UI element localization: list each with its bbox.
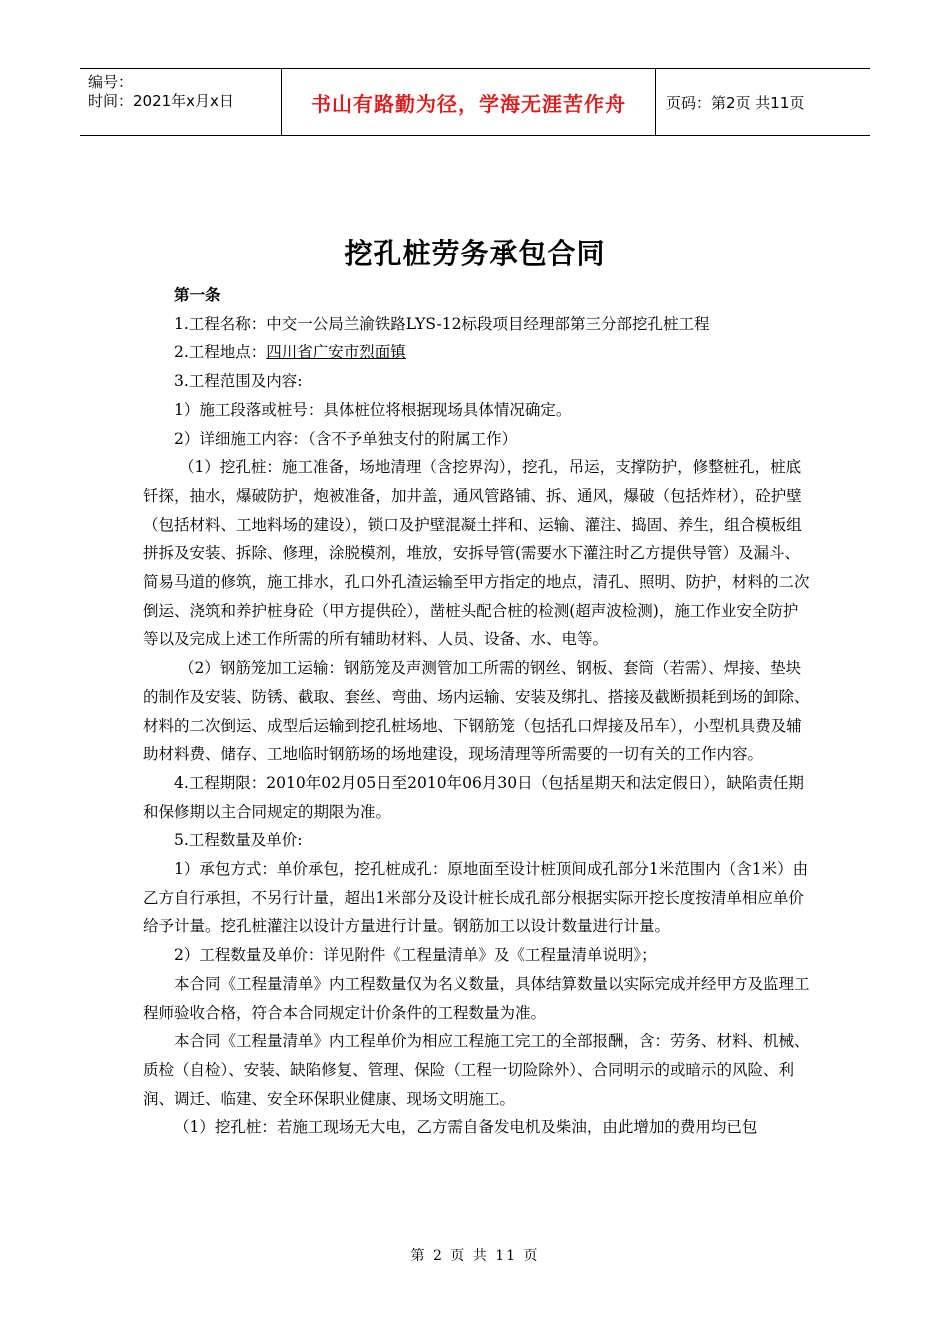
number-label: 编号： (88, 73, 134, 91)
header-meta-cell (80, 69, 282, 135)
paragraph: 2）工程数量及单价：详见附件《工程量清单》及《工程量清单说明》； (174, 946, 657, 965)
page-label: 页码：第2页 共11页 (666, 93, 805, 112)
paragraph: 4.工程期限：2010年02月05日至2010年06月30日（包括星期天和法定假日），缺陷责任期和保修期以主合同规定的期限为准。 (143, 773, 804, 821)
paragraph: 1.工程名称：中交一公局兰渝铁路LYS-12标段项目经理部第三分部挖孔桩工程 (174, 314, 710, 333)
paragraph: （2）钢筋笼加工运输：钢筋笼及声测管加工所需的钢丝、钢板、套筒（若需）、焊接、垫块的制作及安装、防锈、截取、套丝、弯曲、场内运输、安装及绑扎、搭接及截断损耗到场的卸除、材料的二次倒运、成型后运输到挖孔桩场地、下钢筋笼（包括孔口焊接及吊车），小型机具费及辅助材料费、储存、工地临时钢筋场的场地建设，现场清理等所需要的一切有关的工作内容。 (143, 659, 810, 764)
header-table (80, 68, 870, 136)
section-heading: 第一条 (174, 286, 221, 304)
header-page-cell (656, 69, 870, 135)
paragraph: 本合同《工程量清单》内工程数量仅为名义数量，具体结算数量以实际完成并经甲方及监理工程师验收合格，符合本合同规定计价条件的工程数量为准。 (143, 974, 810, 1022)
page-footer: 第 2 页 共 11 页 (410, 1248, 540, 1264)
paragraph: 2）详细施工内容：（含不予单独支付的附属工作） (174, 429, 518, 448)
location-value: 四川省广安市烈面镇 (266, 343, 406, 362)
location-label: 2.工程地点： (174, 343, 267, 362)
header-motto-cell (282, 69, 656, 135)
document-title: 挖孔桩劳务承包合同 (344, 237, 606, 270)
paragraph: （1）挖孔桩：若施工现场无大电，乙方需自备发电机及柴油，由此增加的费用均已包 (174, 1118, 758, 1137)
document-body (143, 281, 810, 1142)
paragraph: 1）施工段落或桩号：具体桩位将根据现场具体情况确定。 (174, 400, 572, 419)
date-label: 时间：2021年x月x日 (88, 92, 234, 110)
paragraph (143, 338, 810, 367)
paragraph: 3.工程范围及内容: (174, 372, 303, 391)
paragraph: 5.工程数量及单价: (174, 831, 303, 850)
paragraph: （1）挖孔桩：施工准备，场地清理（含挖界沟），挖孔，吊运，支撑防护，修整桩孔，桩底钎探，抽水，爆破防护，炮被准备，加井盖，通风管路铺、拆、通风，爆破（包括炸材），砼护壁（包括材料、工地料场的建设），锁口及护壁混凝土拌和、运输、灌注、捣固、养生，组合模板组拼拆及安装、拆除、修理，涂脱模剂，堆放，安拆导管(需要水下灌注时乙方提供导管）及漏斗、简易马道的修筑，施工排水，孔口外孔渣运输至甲方指定的地点，清孔、照明、防护，材料的二次倒运、浇筑和养护桩身砼（甲方提供砼），凿桩头配合桩的检测(超声波检测)，施工作业安全防护等以及完成上述工作所需的所有辅助材料、人员、设备、水、电等。 (143, 458, 810, 649)
paragraph: 1）承包方式：单价承包，挖孔桩成孔：原地面至设计桩顶间成孔部分1米范围内（含1米）由乙方自行承担，不另行计量，超出1米部分及设计桩长成孔部分根据实际开挖长度按清单相应单价给予计量。挖孔桩灌注以设计方量进行计量。钢筋加工以设计数量进行计量。 (143, 860, 809, 936)
paragraph: 本合同《工程量清单》内工程单价为相应工程施工完工的全部报酬，含：劳务、材料、机械、质检（自检）、安装、缺陷修复、管理、保险（工程一切险除外）、合同明示的或暗示的风险、利润、调迁、临建、安全环保职业健康、现场文明施工。 (143, 1032, 810, 1108)
motto-text: 书山有路勤为径，学海无涯苦作舟 (311, 91, 626, 116)
